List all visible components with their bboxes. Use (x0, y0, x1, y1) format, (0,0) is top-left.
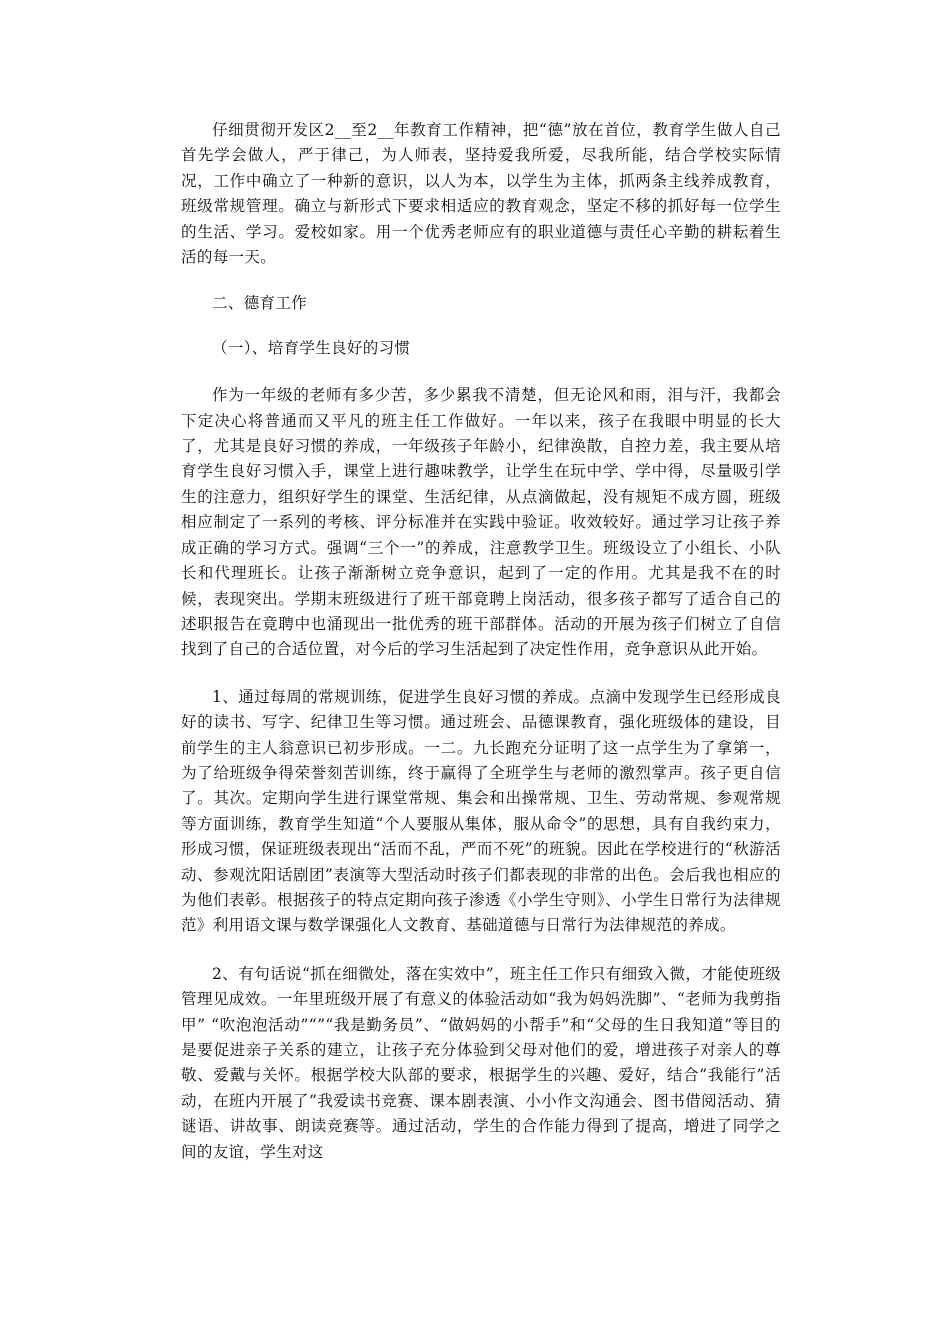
body-paragraph-3: 2、有句话说“抓在细微处，落在实效中”，班主任工作只有细致入微，才能使班级管理见成效。一年里班级开展了有意义的体验活动如“我为妈妈洗脚”、“老师为我剪指甲” “吹泡泡活动”“”“我是勤务员”、“做妈妈的小帮手”和“父母的生日我知道”等目的是要促进亲子关系的建立，让孩子充分体验到父母对他们的爱，增进孩子对亲人的尊敬、爱戴与关怀。根据学校大队部的要求，根据学生的兴趣、爱好，结合”我能行”活动，在班内开展了”我爱读书竞赛、课本剧表演、小小作文沟通会、图书借阅活动、猜谜语、讲故事、朗读竞赛等。通过活动，学生的合作能力得到了提高，增进了同学之间的友谊，学生对这 (181, 964, 781, 1161)
body-paragraph-1: 作为一年级的老师有多少苦，多少累我不清楚，但无论风和雨，泪与汗，我都会下定决心将普通而又平凡的班主任工作做好。一年以来，孩子在我眼中明显的长大了，尤其是良好习惯的养成，一年级孩子年龄小，纪律涣散，自控力差，我主要从培育学生良好习惯入手，课堂上进行趣味教学，让学生在玩中学、学中得，尽量吸引学生的注意力，组织好学生的课堂、生活纪律，从点滴做起，没有规矩不成方圆，班级相应制定了一系列的考核、评分标准并在实践中验证。收效较好。通过学习让孩子养成正确的学习方式。强调“三个一”的养成，注意教学卫生。班级设立了小组长、小队长和代理班长。让孩子渐渐树立竞争意识，起到了一定的作用。尤其是我不在的时候，表现突出。学期末班级进行了班干部竟聘上岗活动，很多孩子都写了适合自己的述职报告在竟聘中也涌现出一批优秀的班干部群体。活动的开展为孩子们树立了自信找到了自己的合适位置，对今后的学习生活起到了决定性作用，竞争意识从此开始。 (181, 386, 781, 659)
body-paragraph-2: 1、通过每周的常规训练，促进学生良好习惯的养成。点滴中发现学生已经形成良好的读书、写字、纪律卫生等习惯。通过班会、品德课教育，强化班级体的建设，目前学生的主人翁意识已初步形成。一二。九长跑充分证明了这一点学生为了拿第一，为了给班级争得荣誉刻苦训练，终于赢得了全班学生与老师的激烈掌声。孩子更自信了。其次。定期向学生进行课堂常规、集会和出操常规、卫生、劳动常规、参观常规等方面训练，教育学生知道“个人要服从集体，服从命令”的思想，具有自我约束力，形成习惯，保证班级表现出“活而不乱，严而不死”的班貌。因此在学校进行的“秋游活动、参观沈阳话剧团”表演等大型活动时孩子们都表现的非常的出色。会后我也相应的为他们表彰。根据孩子的特点定期向孩子渗透《小学生守则》、小学生日常行为法律规范》利用语文课与数学课强化人文教育、基础道德与日常行为法律规范的养成。 (181, 687, 781, 935)
intro-paragraph: 仔细贯彻开发区2__至2__年教育工作精神，把“德”放在首位，教育学生做人自己首先学会做人，严于律己，为人师表，坚持爱我所爱，尽我所能，结合学校实际情况，工作中确立了一种新的意识，以人为本，以学生为主体，抓两条主线养成教育，班级常规管理。确立与新形式下要求相适应的教育观念，坚定不移的抓好每一位学生的生活、学习。爱校如家。用一个优秀老师应有的职业道德与责任心辛勤的耕耘着生活的每一天。 (181, 121, 781, 267)
document-page (181, 118, 781, 1165)
section-heading: 二、德育工作 (212, 294, 308, 313)
subsection-heading: （一）、培育学生良好的习惯 (212, 338, 411, 357)
